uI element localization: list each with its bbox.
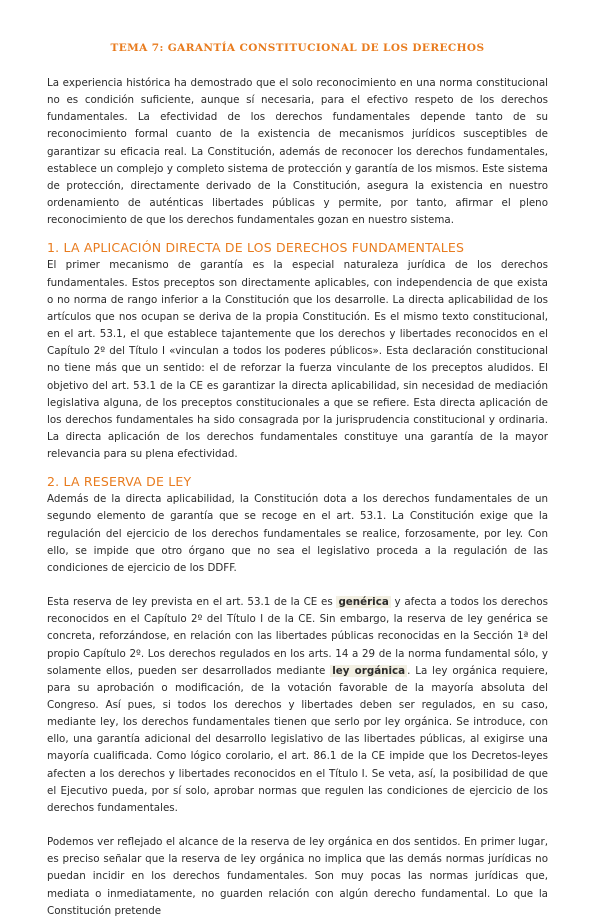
section-2-heading: 2. LA RESERVA DE LEY — [47, 474, 192, 490]
section-2-paragraph-1: Además de la directa aplicabilidad, la Constitución dota a los derechos fundamentales de un segundo elemento de garantía que se recoge en el art. 53.1. La Constitución exige que la regulación del ejercicio de los derechos fundamentales se realice, forzosamente, por ley. Con ello, se impide que otro órgano que no sea el legislativo proceda a la regulación de las condiciones de ejercicio de los DDFF. — [47, 493, 548, 574]
section-2-paragraph-2 — [47, 594, 548, 817]
section-2-paragraph-3: Podemos ver reflejado el alcance de la reserva de ley orgánica en dos sentidos. En primer lugar, es preciso señalar que la reserva de ley orgánica no implica que las demás normas jurídicas no puedan incidir en los derechos fundamentales. Son muy pocas las normas jurídicas que, mediata o inmediatamente, no guarden relación con algún derecho fundamental. Lo que la Constitución pretende — [47, 836, 548, 917]
p2-text-a: Esta reserva de ley prevista en el art. 53.1 de la CE es — [47, 596, 337, 609]
p2-text-c: . La ley orgánica requiere, para su aprobación o modificación, de la votación favorable de la mayoría absoluta del Congreso. Así pues, si todos los derechos y libertades deben ser regulados, en su caso, mediante ley, los derechos fundamentales tienen que serlo por ley orgánica. Se introduce, con ello, una garantía adicional del desarrollo legislativo de las libertades públicas, al exigirse una mayoría cualificada. Como lógico corolario, el art. 86.1 de la CE impide que los Decretos-leyes afecten a los derechos y libertades reconocidos en el Título I. Se veta, así, la posibilidad de que el Ejecutivo pueda, por sí solo, aprobar normas que regulen las condiciones de ejercicio de los derechos fundamentales. — [47, 664, 548, 814]
intro-paragraph: La experiencia histórica ha demostrado que el solo reconocimiento en una norma constitucional no es condición suficiente, aunque sí necesaria, para el efectivo respeto de los derechos fundamentales. La efectividad de los derechos fundamentales depende tanto de su reconocimiento formal cuanto de la existencia de mecanismos jurídicos susceptibles de garantizar su eficacia real. La Constitución, además de reconocer los derechos fundamentales, establece un complejo y completo sistema de protección y garantía de los mismos. Este sistema de protección, directamente derivado de la Constitución, asegura la existencia en nuestro ordenamiento de auténticas libertades públicas y permite, por tanto, afirmar el pleno reconocimiento de que los derechos fundamentales gozan en nuestro sistema. — [47, 77, 548, 227]
bold-term-generica: genérica — [338, 596, 389, 609]
bold-term-ley-organica: ley orgánica — [332, 664, 406, 677]
document-title: TEMA 7: GARANTÍA CONSTITUCIONAL DE LOS DERECHOS — [110, 42, 485, 54]
section-1-paragraph: El primer mecanismo de garantía es la especial naturaleza jurídica de los derechos fundamentales. Estos preceptos son directamente aplicables, con independencia de que exista o no norma de rango inferior a la Constitución que los desarrolle. La directa aplicabilidad de los artículos que nos ocupan se deriva de la propia Constitución. Es el mismo texto constitucional, en el art. 53.1, el que establece tajantemente que los derechos y libertades reconocidos en el Capítulo 2º del Título I «vinculan a todos los poderes públicos». Esta declaración constitucional no tiene más que un sentido: el de reforzar la fuerza vinculante de los preceptos aludidos. El objetivo del art. 53.1 de la CE es garantizar la directa aplicabilidad, sin necesidad de mediación legislativa alguna, de los preceptos constitucionales a que se refiere. Esta directa aplicación de los derechos fundamentales ha sido consagrada por la jurisprudencia constitucional y ordinaria. La directa aplicación de los derechos fundamentales constituye una garantía de la mayor relevancia para su plena efectividad. — [47, 259, 548, 461]
section-1-heading: 1. LA APLICACIÓN DIRECTA DE LOS DERECHOS FUNDAMENTALES — [47, 240, 465, 256]
p2-text-b: y afecta a todos los derechos reconocidos en el Capítulo 2º del Título I de la CE. Sin embargo, la reserva de ley genérica se concreta, reforzándose, en relación con las libertades públicas reconocidas en la Sección 1ª del propio Capítulo 2º. Los derechos regulados en los arts. 14 a 29 de la norma fundamental sólo, y solamente ellos, pueden ser desarrollados mediante — [47, 596, 548, 677]
